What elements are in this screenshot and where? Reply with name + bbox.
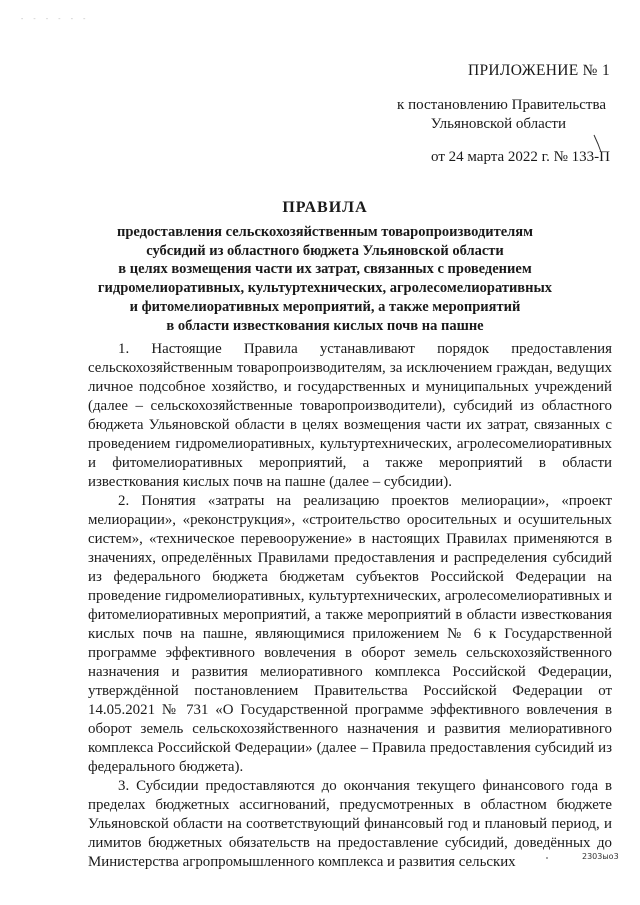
document-subtitle [60,223,590,335]
subtitle-line: в целях возмещения части их затрат, связанных с проведением [118,261,532,278]
subtitle-line: предоставления сельскохозяйственным товаропроизводителям [116,224,534,240]
paragraph-2: 2. Понятия «затраты на реализацию проектов мелиорации», «проект мелиорации», «реконструкция», «строительство оросительных и осушительных систем», «техническое перевооружение» в настоящих Правилах применяются в значениях, определённых Правилами предоставления и распределения субсидий из федерального бюджета бюджетам субъектов Российской Федерации на проведение гидромелиоративных, культуртехнических, агролесомелиоративных и фитомелиоративных мероприятий, а также мероприятий в области известкования кислых почв на пашне, являющимися приложением № 6 к Государственной программе эффективного вовлечения в оборот земель сельскохозяйственного назначения и развития мелиоративного комплекса Российской Федерации, утверждённой постановлением Правительства Российской Федерации от 14.05.2021 № 731 «О Государственной программе эффективного вовлечения в оборот земель сельскохозяйственного назначения и развития мелиоративного комплекса Российской Федерации» (далее – Правила предоставления субсидий из федерального бюджета). [88,493,612,775]
page-code: 2303ыо3 [582,852,619,861]
paragraph-3: 3. Субсидии предоставляются до окончания текущего финансового года в пределах бюджетных ассигнований, предусмотренных в областном бюджете Ульяновской области на соответствующий финансовый год и плановый период, и лимитов бюджетных обязательств на предоставление субсидий, доведённых до Министерства агропромышленного комплекса и развития сельских [88,778,612,870]
document-title: ПРАВИЛА [282,199,368,216]
scan-artifact: - - - - - - [20,15,89,23]
resolution-line-1: к постановлению Правительства [397,97,606,113]
document-body [88,340,612,872]
subtitle-line: и фитомелиоративных мероприятий, а также мероприятий [129,298,521,315]
subtitle-line: субсидий из областного бюджета Ульяновской области [146,242,504,259]
document-title-block [60,199,590,335]
scan-dot [546,857,548,859]
resolution-reference [397,96,606,134]
subtitle-line: в области известкования кислых почв на пашне [166,317,484,334]
subtitle-line: гидромелиоративных, культуртехнических, агролесомелиоративных [97,280,553,297]
paragraph-1: 1. Настоящие Правила устанавливают порядок предоставления сельскохозяйственным товаропроизводителям, за исключением граждан, ведущих личное подсобное хозяйство, и государственных и муниципальных учреждений (далее – сельскохозяйственные товаропроизводители), субсидий из областного бюджета Ульяновской области в целях возмещения части их затрат, связанных с проведением гидромелиоративных, культуртехнических, агролесомелиоративных и фитомелиоративных мероприятий, а также мероприятий в области известкования кислых почв на пашне (далее – субсидии). [88,341,612,490]
appendix-label: ПРИЛОЖЕНИЕ № 1 [467,62,610,79]
resolution-line-2: Ульяновской области [430,116,566,132]
document-date-number: от 24 марта 2022 г. № 133-П [431,149,610,165]
